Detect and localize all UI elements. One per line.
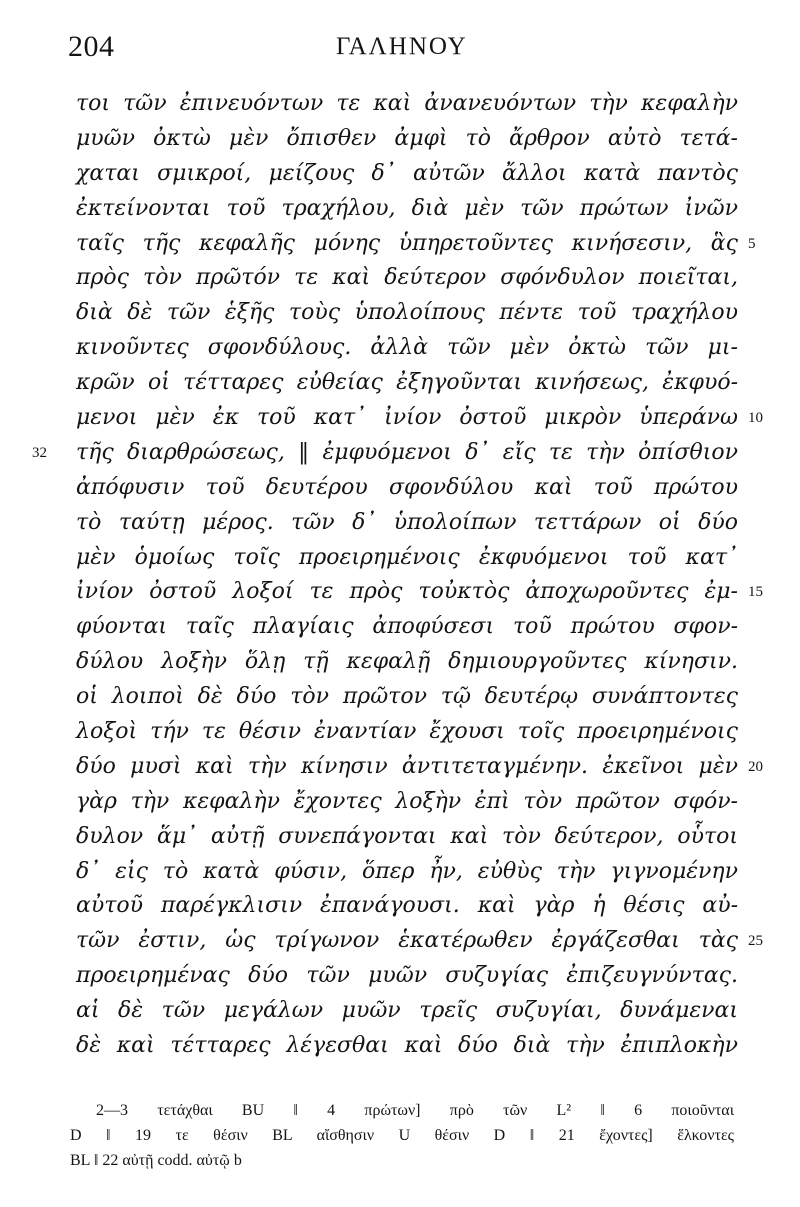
line-text: πρὸς τὸν πρῶτόν τε καὶ δεύτερον σφόνδυλον ποιεῖται,	[76, 265, 738, 291]
line-text: μὲν ὁμοίως τοῖς προειρημένοις ἐκφυόμενοι τοῦ κατ᾽	[76, 544, 738, 570]
critical-apparatus	[70, 1098, 734, 1173]
line-text: χαται σμικροί, μείζους δ᾽ αὐτῶν ἄλλοι κατὰ παντὸς	[76, 160, 738, 186]
text-line	[76, 610, 738, 645]
text-line	[76, 366, 738, 401]
text-line	[76, 401, 763, 436]
text-line	[76, 715, 738, 750]
line-text: ἐκτείνονται τοῦ τραχήλου, διὰ μὲν τῶν πρώτων ἰνῶν	[76, 195, 738, 221]
footnote-line	[70, 1098, 734, 1123]
line-text: μυῶν ὀκτὼ μὲν ὄπισθεν ἀμφὶ τὸ ἄρθρον αὐτὸ τετά-	[76, 125, 738, 151]
line-text: προειρημένας δύο τῶν μυῶν συζυγίας ἐπιζευγνύντας.	[76, 963, 738, 989]
line-text: δυλον ἅμ᾽ αὐτῇ συνεπάγονται καὶ τὸν δεύτερον, οὗτοι	[76, 823, 738, 849]
footnote-text: D ‖ 19 τε θέσιν BL αἴσθησιν U θέσιν D ‖ 21 ἔχοντες] ἕλκοντες	[70, 1127, 734, 1144]
footnote-line	[70, 1123, 734, 1148]
footnote-text: 2—3 τετάχθαι BU ‖ 4 πρώτων] πρὸ τῶν L² ‖ 6 ποιοῦνται	[96, 1102, 734, 1119]
text-line	[76, 959, 738, 994]
line-number: 5	[748, 235, 756, 252]
text-line	[76, 227, 756, 262]
edition-page-marker: 32	[32, 444, 47, 461]
line-number: 15	[748, 584, 763, 601]
text-line	[76, 750, 763, 785]
line-text: δύο μυσὶ καὶ τὴν κίνησιν ἀντιτεταγμένην. ἐκεῖνοι μὲν	[76, 753, 738, 779]
text-line	[32, 436, 738, 471]
text-line	[76, 87, 738, 122]
text-line	[76, 785, 738, 820]
text-line	[76, 192, 738, 227]
text-line	[76, 924, 763, 959]
text-line	[76, 506, 738, 541]
line-number: 20	[748, 758, 763, 775]
line-text: δ᾽ εἰς τὸ κατὰ φύσιν, ὅπερ ἦν, εὐθὺς τὴν γιγνομένην	[76, 858, 738, 884]
page-header	[68, 30, 732, 70]
text-line	[76, 331, 738, 366]
line-text: γὰρ τὴν κεφαλὴν ἔχοντες λοξὴν ἐπὶ τὸν πρῶτον σφόν-	[76, 788, 738, 814]
line-text: κρῶν οἱ τέτταρες εὐθείας ἐξηγοῦνται κινήσεως, ἐκφυό-	[76, 370, 738, 396]
line-text: μενοι μὲν ἐκ τοῦ κατ᾽ ἰνίον ὀστοῦ μικρὸν ὑπεράνω	[76, 405, 738, 431]
line-text: οἱ λοιποὶ δὲ δύο τὸν πρῶτον τῷ δευτέρῳ συνάπτοντες	[76, 684, 738, 710]
line-text: λοξοὶ τήν τε θέσιν ἐναντίαν ἔχουσι τοῖς προειρημένοις	[76, 719, 738, 745]
text-line	[76, 261, 738, 296]
line-text: τῆς διαρθρώσεως, ‖ ἐμφυόμενοι δ᾽ εἴς τε τὴν ὀπίσθιον	[76, 439, 738, 465]
text-line	[76, 994, 738, 1029]
text-line	[76, 296, 738, 331]
text-line	[76, 122, 738, 157]
text-line	[76, 541, 738, 576]
text-line	[76, 645, 738, 680]
line-number: 10	[748, 410, 763, 427]
footnote-line	[70, 1148, 734, 1173]
text-line	[76, 1029, 738, 1064]
line-text: τὸ ταύτῃ μέρος. τῶν δ᾽ ὑπολοίπων τεττάρων οἱ δύο	[76, 509, 738, 535]
text-line	[76, 575, 763, 610]
main-text-block	[32, 87, 763, 1064]
running-head: ΓΑΛΗΝΟΥ	[336, 33, 468, 60]
line-text: τοι τῶν ἐπινευόντων τε καὶ ἀνανευόντων τὴν κεφαλὴν	[76, 91, 738, 116]
footnote-text: BL ‖ 22 αὐτῇ codd. αὐτῷ b	[70, 1152, 242, 1169]
line-text: αὐτοῦ παρέγκλισιν ἐπανάγουσι. καὶ γὰρ ἡ θέσις αὐ-	[76, 893, 738, 919]
page-number: 204	[68, 30, 115, 63]
text-line	[76, 820, 738, 855]
line-text: κινοῦντες σφονδύλους. ἀλλὰ τῶν μὲν ὀκτὼ τῶν μι-	[76, 335, 738, 361]
line-text: αἱ δὲ τῶν μεγάλων μυῶν τρεῖς συζυγίαι, δυνάμεναι	[76, 998, 738, 1024]
text-line	[76, 471, 738, 506]
line-text: ἀπόφυσιν τοῦ δευτέρου σφονδύλου καὶ τοῦ πρώτου	[76, 474, 738, 500]
line-text: διὰ δὲ τῶν ἑξῆς τοὺς ὑπολοίπους πέντε τοῦ τραχήλου	[76, 300, 738, 326]
text-line	[76, 855, 738, 890]
text-line	[76, 680, 738, 715]
line-text: τῶν ἐστιν, ὡς τρίγωνον ἑκατέρωθεν ἐργάζεσθαι τὰς	[76, 928, 738, 954]
line-number: 25	[748, 933, 763, 950]
text-line	[76, 157, 738, 192]
text-line	[76, 889, 738, 924]
line-text: ταῖς τῆς κεφαλῆς μόνης ὑπηρετοῦντες κινήσεσιν, ἃς	[76, 230, 738, 256]
line-text: φύονται ταῖς πλαγίαις ἀποφύσεσι τοῦ πρώτου σφον-	[76, 614, 738, 640]
line-text: ἰνίον ὀστοῦ λοξοί τε πρὸς τοὐκτὸς ἀποχωροῦντες ἐμ-	[76, 579, 738, 605]
line-text: δύλου λοξὴν ὅλῃ τῇ κεφαλῇ δημιουργοῦντες κίνησιν.	[76, 649, 738, 675]
line-text: δὲ καὶ τέτταρες λέγεσθαι καὶ δύο διὰ τὴν ἐπιπλοκὴν	[76, 1033, 738, 1059]
